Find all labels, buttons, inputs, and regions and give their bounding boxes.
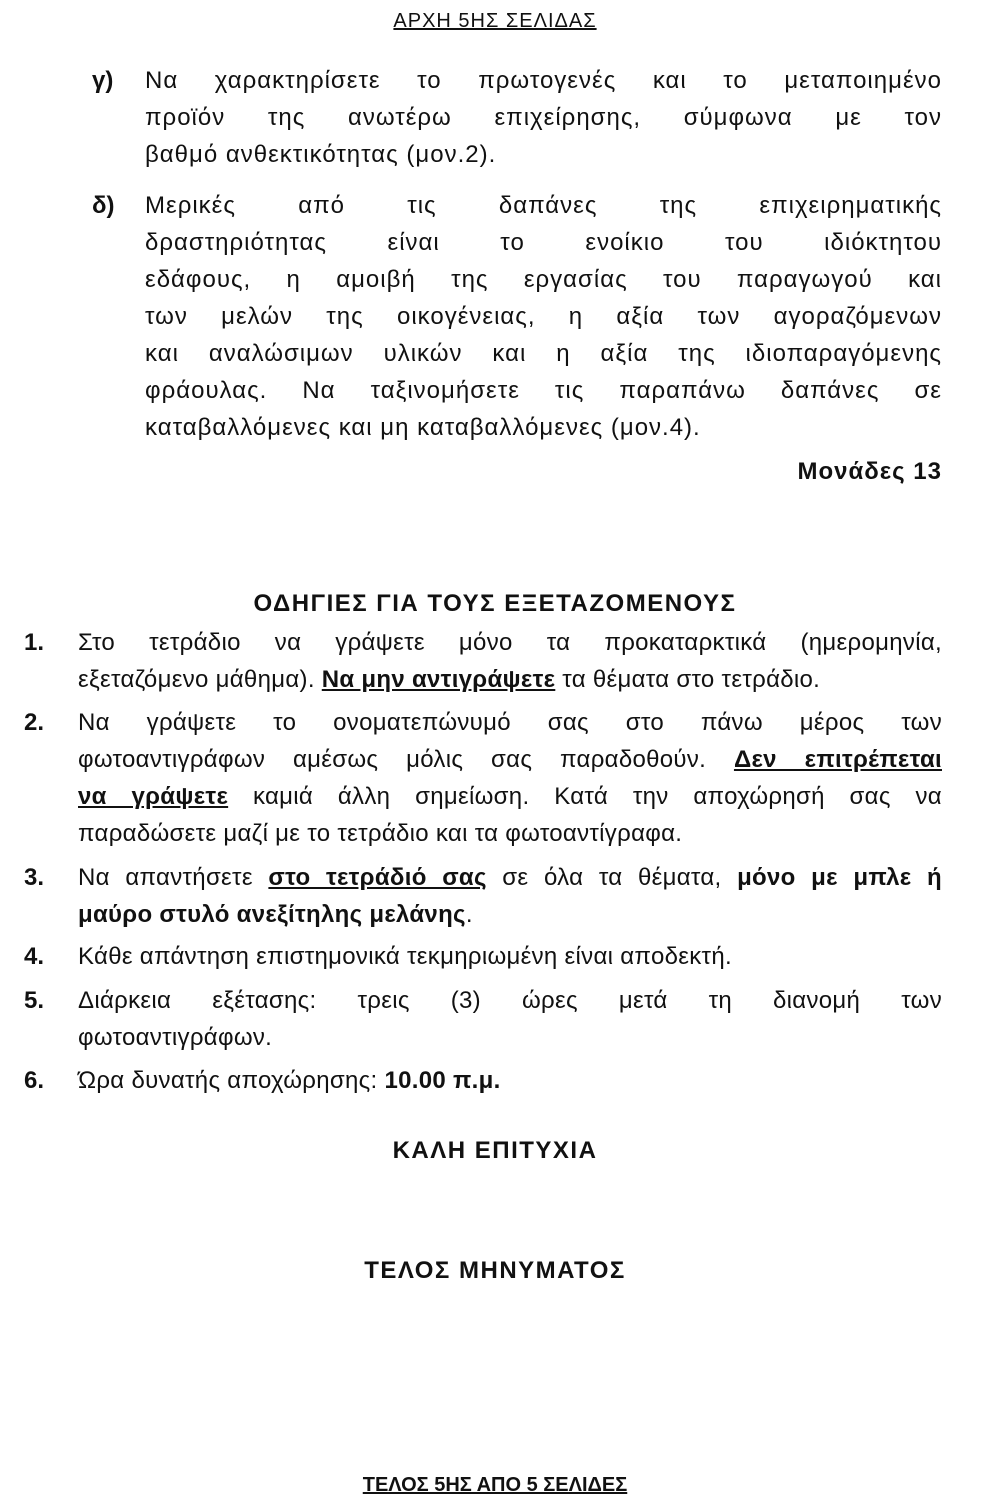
text-line [78, 778, 942, 815]
text-segment: φράουλας. Να ταξινομήσετε τις παραπάνω δαπάνες σε [145, 377, 942, 404]
instructions-title: ΟΔΗΓΙΕΣ ΓΙΑ ΤΟΥΣ ΕΞΕΤΑΖΟΜΕΝΟΥΣ [253, 590, 737, 617]
points-total: Μονάδες 13 [797, 458, 942, 485]
text-segment: προϊόν της ανωτέρω επιχείρησης, σύμφωνα με τον [145, 104, 942, 131]
emphasized-text: Να μην αντιγράψετε [321, 666, 556, 693]
question-c [92, 62, 942, 173]
text-segment: παραδώσετε μαζί με το τετράδιο και τα φωτοαντίγραφα. [78, 820, 683, 847]
text-segment: φωτοαντιγράφων. [78, 1024, 273, 1051]
instruction-item [24, 859, 942, 933]
emphasized-text: να γράψετε [78, 783, 229, 810]
question-label: δ) [92, 192, 115, 219]
instruction-text [78, 704, 942, 852]
text-segment: Μερικές από τις δαπάνες της επιχειρηματικής [145, 192, 942, 219]
text-segment: των μελών της οικογένειας, η αξία των αγοραζόμενων [145, 303, 942, 330]
instruction-number: 1. [24, 629, 45, 656]
instruction-item [24, 982, 942, 1056]
text-segment: εξεταζόμενο μάθημα). [78, 666, 322, 693]
text-line [78, 938, 942, 975]
text-line [145, 409, 942, 446]
text-segment: καμιά άλλη σημείωση. Κατά την αποχώρησή σας να [228, 783, 942, 810]
text-segment: φωτοαντιγράφων αμέσως μόλις σας παραδοθούν. [78, 746, 734, 773]
text-line [145, 99, 942, 136]
text-line [78, 1019, 942, 1056]
emphasized-text: μόνο με μπλε ή [737, 864, 942, 891]
text-line [145, 224, 942, 261]
text-line [78, 624, 942, 661]
instruction-item [24, 624, 942, 698]
emphasized-text: στο τετράδιό σας [268, 864, 487, 891]
text-line [145, 261, 942, 298]
text-segment: σε όλα τα θέματα, [486, 864, 738, 891]
text-segment: δραστηριότητας είναι το ενοίκιο του ιδιόκτητου [145, 229, 942, 256]
text-line [145, 298, 942, 335]
text-line [78, 741, 942, 778]
instruction-number: 2. [24, 709, 45, 736]
text-segment: εδάφους, η αμοιβή της εργασίας του παραγωγού και [145, 266, 942, 293]
text-segment: καταβαλλόμενες και μη καταβαλλόμενες (μον.4). [145, 414, 701, 441]
instruction-number: 6. [24, 1067, 45, 1094]
instruction-number: 3. [24, 864, 45, 891]
good-luck: ΚΑΛΗ ΕΠΙΤΥΧΙΑ [392, 1137, 598, 1164]
emphasized-text: Δεν επιτρέπεται [733, 746, 942, 773]
text-line [78, 896, 942, 933]
text-segment: και αναλώσιμων υλικών και η αξία της ιδιοπαραγόμενης [145, 340, 942, 367]
text-line [78, 1062, 942, 1099]
end-message: ΤΕΛΟΣ ΜΗΝΥΜΑΤΟΣ [364, 1257, 626, 1284]
text-segment: τα θέματα στο τετράδιο. [555, 666, 821, 693]
emphasized-text: μαύρο στυλό ανεξίτηλης μελάνης [78, 901, 466, 928]
text-line [78, 704, 942, 741]
instruction-text [78, 1062, 942, 1099]
question-text [145, 62, 942, 173]
instruction-text [78, 859, 942, 933]
question-text [145, 187, 942, 446]
instruction-number: 4. [24, 943, 45, 970]
emphasized-text: 10.00 π.μ. [384, 1067, 501, 1094]
text-segment: . [465, 901, 473, 928]
text-line [145, 187, 942, 224]
instruction-number: 5. [24, 987, 45, 1014]
instruction-item [24, 704, 942, 852]
text-line [145, 62, 942, 99]
text-segment: Στο τετράδιο να γράψετε μόνο τα προκαταρκτικά (ημερομηνία, [78, 629, 942, 656]
instruction-item [24, 1062, 942, 1099]
text-line [78, 982, 942, 1019]
question-d [92, 187, 942, 446]
text-line [78, 859, 942, 896]
text-line [78, 815, 942, 852]
instruction-text [78, 624, 942, 698]
text-segment: βαθμό ανθεκτικότητας (μον.2). [145, 141, 497, 168]
text-line [145, 335, 942, 372]
text-line [78, 661, 942, 698]
text-line [145, 136, 942, 173]
text-segment: Να γράψετε το ονοματεπώνυμό σας στο πάνω μέρος των [78, 709, 942, 736]
text-line [145, 372, 942, 409]
text-segment: Να απαντήσετε [78, 864, 269, 891]
text-segment: Διάρκεια εξέτασης: τρεις (3) ώρες μετά τη διανομή των [78, 987, 942, 1014]
page-footer: ΤΕΛΟΣ 5ΗΣ ΑΠΟ 5 ΣΕΛΙΔΕΣ [362, 1474, 628, 1496]
instruction-item [24, 938, 942, 975]
text-segment: Κάθε απάντηση επιστημονικά τεκμηριωμένη είναι αποδεκτή. [78, 943, 732, 970]
text-segment: Να χαρακτηρίσετε το πρωτογενές και το μεταποιημένο [145, 67, 942, 94]
instruction-text [78, 982, 942, 1056]
page-header: ΑΡΧΗ 5ΗΣ ΣΕΛΙΔΑΣ [393, 10, 597, 32]
instruction-text [78, 938, 942, 975]
text-segment: Ώρα δυνατής αποχώρησης: [78, 1067, 385, 1094]
question-label: γ) [92, 67, 114, 94]
